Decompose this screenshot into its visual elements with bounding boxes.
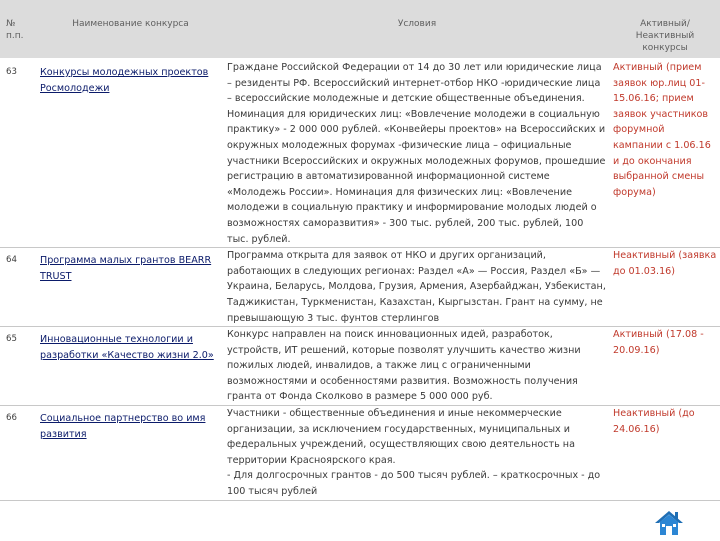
table-row [0,59,720,248]
contest-status: Активный (17.08 - 20.09.16) [610,327,720,406]
table-row [0,327,720,406]
contest-link[interactable]: Инновационные технологии и разработки «Качество жизни 2.0» [40,334,214,361]
contest-status: Неактивный (до 24.06.16) [610,406,720,501]
contest-conditions: Программа открыта для заявок от НКО и других организаций, работающих в следующих регионах: Раздел «A» — Россия, Раздел «Б» — Украина, Беларусь, Молдова, Грузия, Армения, Азербайджан, Узбекистан, Таджикистан, Туркменистан, Казахстан, Кыргызстан. Грант на сумму, не превышающую 3 тыс. фунтов стерлингов [224,248,610,327]
contest-conditions: Участники - общественные объединения и иные некоммерческие организации, за исключением государственных, муниципальных и федеральных учреждений, осуществляющих свою деятельность на территории Красноярского края. - Для долгосрочных грантов - до 500 тысяч рублей. – краткосрочных - до 100 тысяч рублей [224,406,610,501]
header-row [0,0,720,59]
row-number: 64 [0,248,37,327]
contest-conditions: Конкурс направлен на поиск инновационных идей, разработок, устройств, ИТ решений, которые позволят улучшить качество жизни пожилых людей, инвалидов, а также лиц с ограниченными возможностями и особенностями развития. Возможность получения гранта от Фонда Сколково в размере 5 000 000 руб. [224,327,610,406]
row-number: 63 [0,59,37,248]
contest-status: Активный (прием заявок юр.лиц 01-15.06.16; прием заявок участников форумной кампании с 1.06.16 и до окончания выбранной смены форума) [610,59,720,248]
table-row [0,248,720,327]
home-icon [654,509,684,537]
contest-link[interactable]: Конкурсы молодежных проектов Росмолодежи [40,67,209,94]
row-number: 65 [0,327,37,406]
header-contest-name: Наименование конкурса [37,0,224,59]
home-button[interactable] [654,509,684,537]
contest-status: Неактивный (заявка до 01.03.16) [610,248,720,327]
table-row [0,406,720,501]
row-number: 66 [0,406,37,501]
contest-conditions: Граждане Российской Федерации от 14 до 30 лет или юридические лица – резиденты РФ. Всероссийский интернет-отбор НКО -юридические лица – всероссийские молодежные и детские общественные объединения. Номинация для юридических лиц: «Вовлечение молодежи в социальную практику» - 2 000 000 рублей. «Конвейеры проектов» на Всероссийских и окружных молодежных форумах -физические лица – официальные участники Всероссийских и окружных молодежных форумов, прошедшие регистрацию в автоматизированной информационной системе «Молодежь России». Номинация для физических лиц: «Вовлечение молодежи в социальную практику и информирование молодых людей о возможностях саморазвития» - 300 тыс. рублей, 200 тыс. рублей, 100 тыс. рублей. [224,59,610,248]
contest-name [37,327,224,406]
header-number: № п.п. [0,0,37,59]
contest-name [37,248,224,327]
contest-link[interactable]: Социальное партнерство во имя развития [40,413,206,440]
contest-link[interactable]: Программа малых грантов BEARR TRUST [40,255,212,282]
contest-name [37,59,224,248]
contest-name [37,406,224,501]
header-status: Активный/ Неактивный конкурсы [610,0,720,59]
header-conditions: Условия [224,0,610,59]
